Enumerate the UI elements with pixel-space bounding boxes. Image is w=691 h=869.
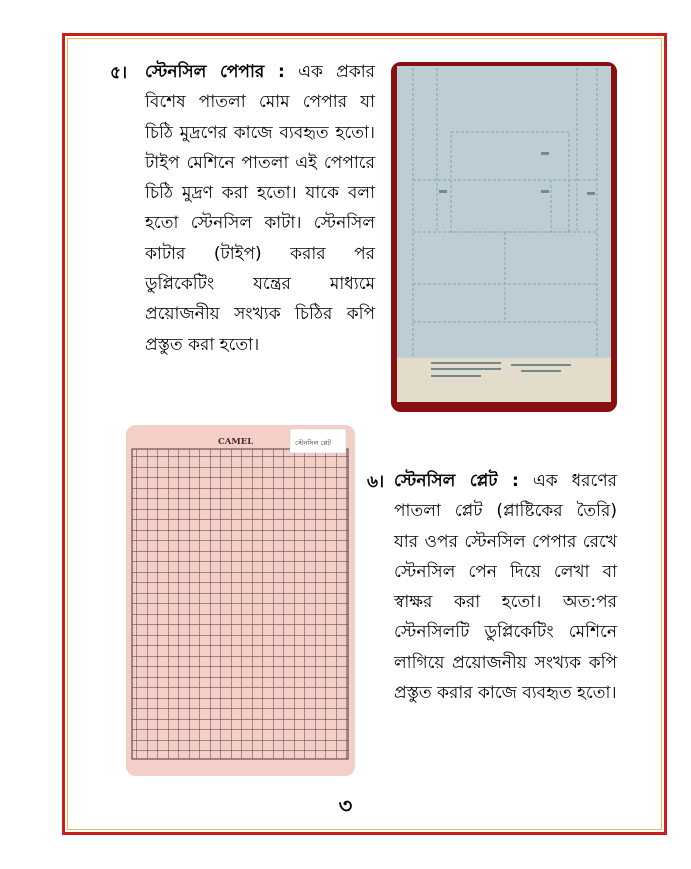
item-5-body: এক প্রকার বিশেষ পাতলা মোম পেপার যা চিঠি মুদ্রণের কাজে ব্যবহৃত হতো। টাইপ মেশিনে পাতলা এই পেপারে চিঠি মুদ্রণ করা হতো। যাকে বলা হতো স্টেনসিল কাটা। স্টেনসিল কাটার (টাইপ) করার পর ডুপ্লিকেটিং যন্ত্রের মাধ্যমে প্রয়োজনীয় সংখ্যক চিঠির কপি প্রস্তুত করা হতো। xyxy=(145,62,375,355)
plate-brand-label: CAMEL xyxy=(218,437,254,447)
stencil-paper-illustration xyxy=(391,62,617,412)
page-number: ৩ xyxy=(338,794,353,818)
item-6-body: এক ধরণের পাতলা প্লেট (প্লাষ্টিকের তৈরি) যার ওপর স্টেনসিল পেপার রেখে স্টেনসিল পেন দিয়ে লেখা বা স্বাক্ষর করা হতো। অত:পর স্টেনসিলটি ডুপ্লিকেটিং মেশিনে লাগিয়ে প্রয়োজনীয় সংখ্যক কপি প্রস্তুত করার কাজে ব্যবহৃত হতো। xyxy=(394,471,617,704)
plate-tag-label: স্টেনসিল প্লেট xyxy=(295,439,332,447)
stencil-plate-photo xyxy=(126,425,355,776)
item-6-number: ৬। xyxy=(367,472,385,492)
item-5-title: স্টেনসিল পেপার : xyxy=(145,62,285,82)
item-6-paragraph xyxy=(394,466,617,708)
item-5-paragraph xyxy=(145,57,375,360)
item-6-title: স্টেনসিল প্লেট : xyxy=(394,471,519,491)
stencil-plate-illustration xyxy=(126,425,355,776)
stencil-paper-photo xyxy=(391,62,617,412)
item-5-number: ৫। xyxy=(110,63,128,83)
